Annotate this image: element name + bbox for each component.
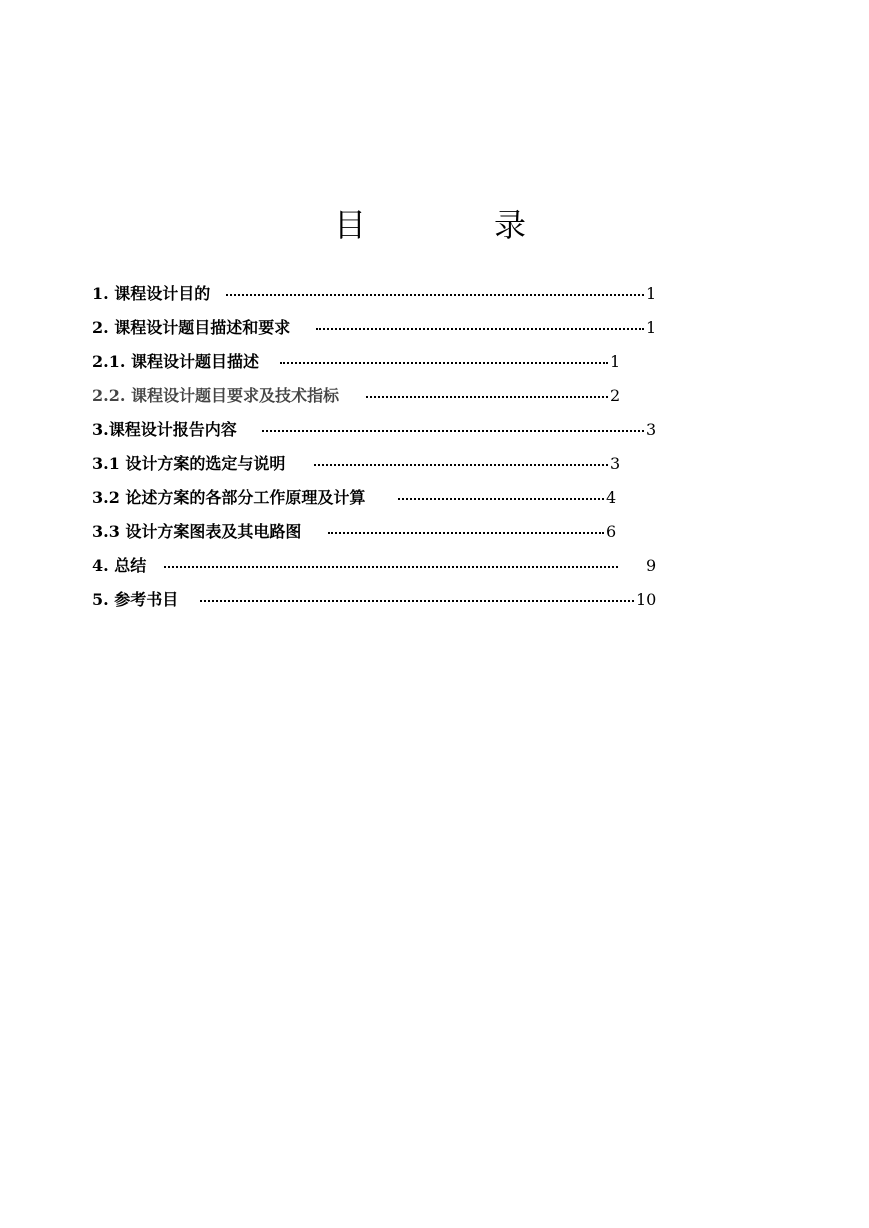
toc-entry-page: 1	[610, 352, 621, 371]
toc-entry-1[interactable]	[0, 280, 869, 308]
toc-entry-label: 4. 总结	[92, 556, 147, 575]
toc-leader-dots	[398, 498, 604, 500]
toc-entry-2[interactable]	[0, 314, 869, 342]
toc-leader-dots	[164, 566, 618, 568]
toc-leader-dots	[314, 464, 608, 466]
toc-entry-label: 2.1. 课程设计题目描述	[92, 352, 259, 371]
toc-title-char-2: 录	[494, 206, 527, 244]
toc-entry-3[interactable]	[0, 348, 869, 376]
toc-entry-label: 2. 课程设计题目描述和要求	[92, 318, 291, 337]
toc-leader-dots	[328, 532, 604, 534]
toc-entry-5[interactable]	[0, 416, 869, 444]
toc-entry-10[interactable]	[0, 586, 869, 614]
toc-leader-dots	[316, 328, 644, 330]
toc-entry-label: 3.2 论述方案的各部分工作原理及计算	[92, 488, 366, 507]
toc-entry-page: 1	[646, 284, 657, 303]
toc-entry-label: 3.1 设计方案的选定与说明	[92, 454, 286, 473]
toc-title	[0, 200, 869, 250]
toc-leader-dots	[280, 362, 608, 364]
toc-entry-page: 10	[636, 590, 657, 609]
toc-entry-page: 6	[606, 522, 617, 541]
toc-entry-page: 4	[606, 488, 617, 507]
toc-leader-dots	[366, 396, 608, 398]
toc-entry-7[interactable]	[0, 484, 869, 512]
toc-entry-label: 2.2. 课程设计题目要求及技术指标	[92, 386, 339, 405]
toc-entry-page: 1	[646, 318, 657, 337]
toc-entry-6[interactable]	[0, 450, 869, 478]
toc-entry-page: 3	[646, 420, 657, 439]
toc-entry-4[interactable]	[0, 382, 869, 410]
toc-entry-label: 1. 课程设计目的	[92, 284, 211, 303]
toc-entry-page: 2	[610, 386, 621, 405]
toc-leader-dots	[262, 430, 644, 432]
toc-entry-page: 3	[610, 454, 621, 473]
toc-leader-dots	[226, 294, 644, 296]
toc-entry-page: 9	[646, 556, 657, 575]
toc-entry-label: 5. 参考书目	[92, 590, 179, 609]
toc-entry-8[interactable]	[0, 518, 869, 546]
toc-entry-label: 3.课程设计报告内容	[92, 420, 237, 439]
toc-title-char-1: 目	[334, 206, 367, 244]
toc-leader-dots	[200, 600, 634, 602]
toc-entry-label: 3.3 设计方案图表及其电路图	[92, 522, 302, 541]
toc-entry-9[interactable]	[0, 552, 869, 580]
